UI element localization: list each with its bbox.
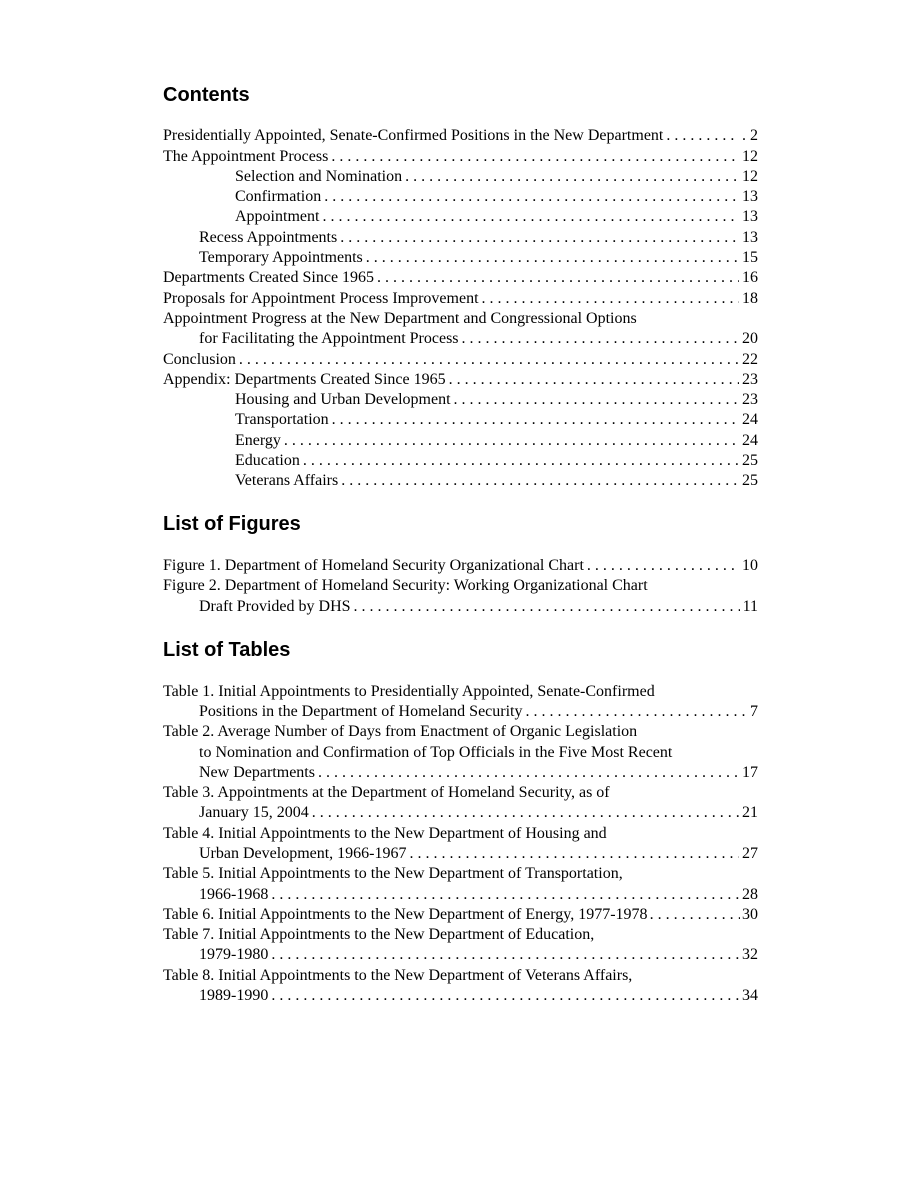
toc-entry-page: 13 [742,229,758,246]
dot-leader [377,268,739,288]
dot-leader [449,370,739,390]
table-entry[interactable] [199,986,758,1006]
toc-entry[interactable] [199,248,758,268]
dot-leader [587,556,739,576]
table-entry-title: Positions in the Department of Homeland Security [199,703,523,720]
toc-entry-title: Recess Appointments [199,229,338,246]
figure-entry-line1[interactable]: Figure 2. Department of Homeland Security: Working Organizational Chart [163,577,648,594]
toc-entry-title: Veterans Affairs [235,472,339,489]
toc-entry-page: 16 [742,269,758,286]
table-entry[interactable] [163,905,758,925]
dot-leader [482,289,739,309]
table-entry-page: 32 [742,946,758,963]
table-entry-line1[interactable]: Table 7. Initial Appointments to the New Department of Education, [163,926,595,943]
toc-entry-page: 12 [742,148,758,165]
toc-entry-page: 20 [742,330,758,347]
figure-entry-title: Figure 1. Department of Homeland Security Organizational Chart [163,557,584,574]
tables-heading: List of Tables [163,639,291,661]
dot-leader [366,248,739,268]
toc-entry[interactable] [163,350,758,370]
table-entry-title: Table 6. Initial Appointments to the New Department of Energy, 1977-1978 [163,906,648,923]
figure-entry-page: 10 [742,557,758,574]
dot-leader [410,844,739,864]
dot-leader [271,945,739,965]
dot-leader [405,167,739,187]
toc-entry[interactable] [235,167,758,187]
table-entry-title: 1966-1968 [199,886,269,903]
table-entry-page: 30 [742,906,758,923]
toc-entry-title: Energy [235,432,281,449]
toc-entry-page: 25 [742,472,758,489]
table-entry-line1[interactable]: Table 8. Initial Appointments to the New Department of Veterans Affairs, [163,967,633,984]
figures-heading: List of Figures [163,513,301,535]
table-entry-line2[interactable]: to Nomination and Confirmation of Top Officials in the Five Most Recent [199,744,673,761]
toc-entry-title: Appendix: Departments Created Since 1965 [163,371,446,388]
table-entry-line1[interactable]: Table 4. Initial Appointments to the New Department of Housing and [163,825,607,842]
dot-leader [332,410,739,430]
toc-entry[interactable] [235,451,758,471]
toc-entry-title: Presidentially Appointed, Senate-Confirmed Positions in the New Department [163,127,664,144]
dot-leader [271,885,739,905]
table-entry-title: Urban Development, 1966-1967 [199,845,407,862]
dot-leader [340,228,739,248]
dot-leader [312,803,739,823]
figure-entry-page: 11 [742,598,758,615]
toc-entry-page: 23 [742,371,758,388]
dot-leader [354,597,740,617]
toc-entry-page: . 2 [742,127,758,144]
dot-leader [666,126,739,146]
table-entry[interactable] [199,945,758,965]
table-entry-line1[interactable]: Table 5. Initial Appointments to the New Department of Transportation, [163,865,623,882]
toc-entry[interactable] [235,471,758,491]
toc-entry-title: The Appointment Process [163,148,329,165]
dot-leader [331,147,739,167]
toc-entry[interactable] [163,289,758,309]
dot-leader [454,390,739,410]
toc-entry-page: 12 [742,168,758,185]
toc-entry-title: Housing and Urban Development [235,391,451,408]
table-entry[interactable] [199,763,758,783]
table-entry-title: January 15, 2004 [199,804,309,821]
table-entry-page: 17 [742,764,758,781]
toc-entry[interactable] [199,228,758,248]
table-entry-page: 28 [742,886,758,903]
toc-entry-page: 13 [742,208,758,225]
toc-entry-page: 23 [742,391,758,408]
table-entry[interactable] [199,702,758,722]
toc-entry-title: Selection and Nomination [235,168,403,185]
table-entry-title: New Departments [199,764,315,781]
figure-entry[interactable] [199,597,758,617]
figure-entry-title: Draft Provided by DHS [199,598,351,615]
table-entry-title: 1989-1990 [199,987,269,1004]
toc-entry-title: for Facilitating the Appointment Process [199,330,459,347]
table-entry[interactable] [199,803,758,823]
toc-entry[interactable] [235,431,758,451]
table-entry-title: 1979-1980 [199,946,269,963]
figure-entry[interactable] [163,556,758,576]
contents-heading: Contents [163,84,250,106]
toc-entry-title: Education [235,452,300,469]
dot-leader [526,702,748,722]
table-entry-page: 21 [742,804,758,821]
table-entry[interactable] [199,844,758,864]
toc-entry[interactable] [199,329,758,349]
toc-entry-line1[interactable]: Appointment Progress at the New Department and Congressional Options [163,310,637,327]
toc-entry-page: 22 [742,351,758,368]
dot-leader [271,986,739,1006]
toc-entry-page: 15 [742,249,758,266]
toc-entry-title: Confirmation [235,188,322,205]
dot-leader [324,187,739,207]
toc-entry[interactable] [235,390,758,410]
toc-entry-page: 24 [742,411,758,428]
table-entry-page: 7 [750,703,758,720]
toc-entry[interactable] [163,268,758,288]
toc-entry-page: 18 [742,290,758,307]
table-entry-page: 34 [742,987,758,1004]
toc-entry-title: Proposals for Appointment Process Improvement [163,290,479,307]
toc-entry-page: 25 [742,452,758,469]
toc-entry[interactable] [163,370,758,390]
toc-entry-page: 24 [742,432,758,449]
toc-entry[interactable] [235,410,758,430]
dot-leader [650,905,740,925]
table-entry[interactable] [199,885,758,905]
toc-entry-title: Appointment [235,208,320,225]
toc-entry[interactable] [163,147,758,167]
toc-entry-page: 13 [742,188,758,205]
table-entry-line1[interactable]: Table 2. Average Number of Days from Enactment of Organic Legislation [163,723,638,740]
toc-entry[interactable] [235,207,758,227]
dot-leader [318,763,739,783]
table-entry-line1[interactable]: Table 3. Appointments at the Department of Homeland Security, as of [163,784,610,801]
table-entry-page: 27 [742,845,758,862]
toc-entry-title: Temporary Appointments [199,249,363,266]
table-entry-line1[interactable]: Table 1. Initial Appointments to Presidentially Appointed, Senate-Confirmed [163,683,655,700]
dot-leader [322,207,739,227]
toc-entry[interactable] [235,187,758,207]
dot-leader [303,451,739,471]
dot-leader [239,350,739,370]
toc-entry-title: Departments Created Since 1965 [163,269,375,286]
dot-leader [284,431,739,451]
dot-leader [462,329,739,349]
toc-entry-title: Conclusion [163,351,236,368]
toc-entry[interactable] [163,126,758,146]
dot-leader [341,471,739,491]
toc-entry-title: Transportation [235,411,329,428]
